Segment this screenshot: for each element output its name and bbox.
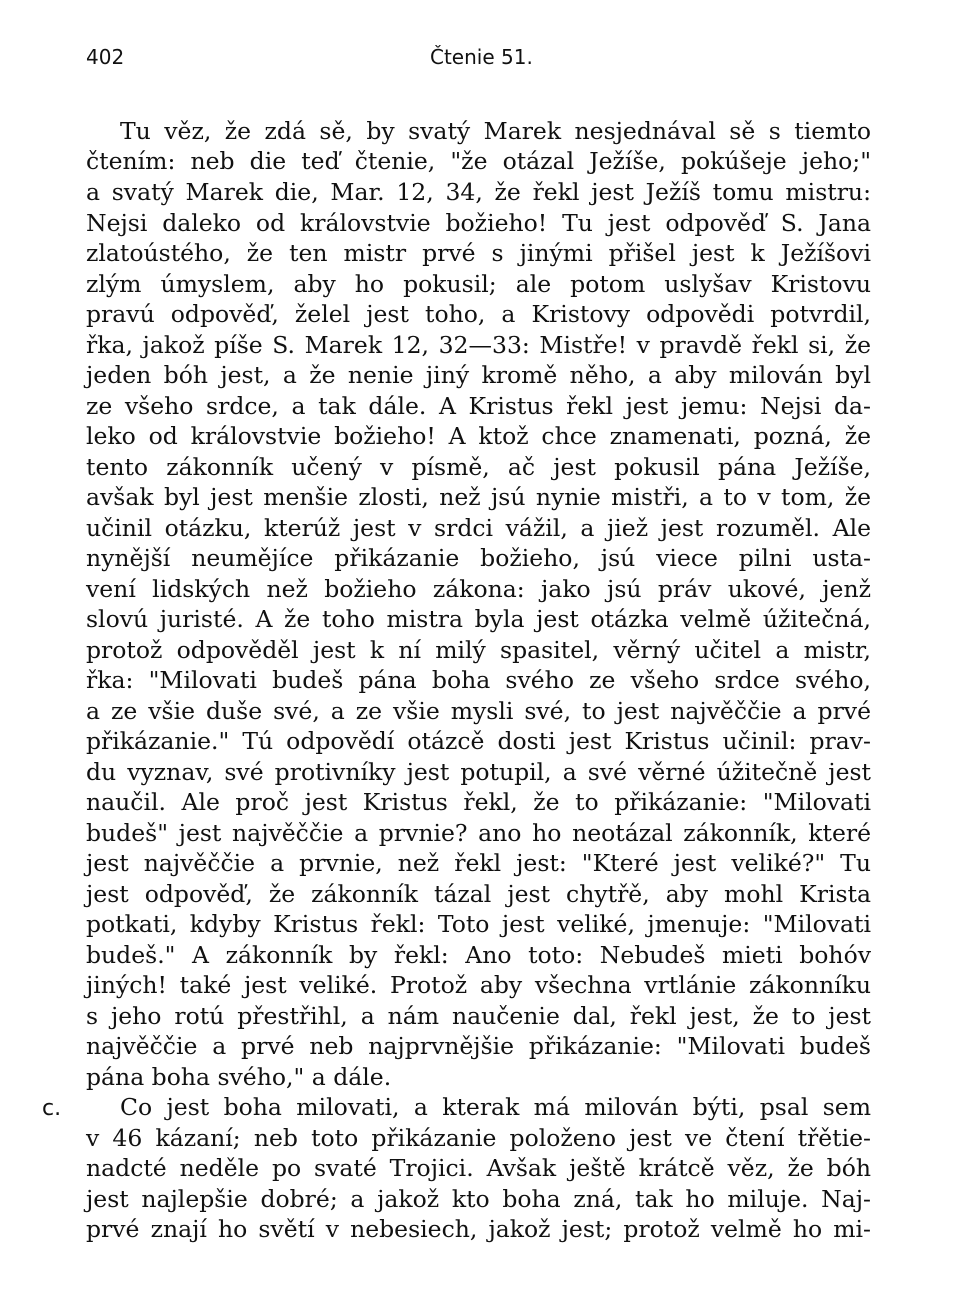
text-line: Co jest boha milovati, a kterak má milován býti, psal sem — [120, 1093, 871, 1121]
text-line: tento zákonník učený v písmě, ač jest pokusil pána Ježíše, — [86, 453, 871, 481]
text-line: nadcté neděle po svaté Trojici. Avšak ještě krátcě věz, že bóh — [86, 1154, 871, 1182]
margin-note: c. — [42, 1096, 62, 1121]
text-line: Nejsi daleko od královstvie božieho! Tu jest odpověď S. Jana — [86, 209, 871, 237]
text-line: zlým úmyslem, aby ho pokusil; ale potom uslyšav Kristovu — [86, 270, 871, 298]
text-line: jest odpověď, že zákonník tázal jest chytřě, aby mohl Krista — [86, 880, 871, 908]
text-line: jest najvěččie a prvnie, než řekl jest: "Které jest veliké?" Tu — [86, 849, 871, 877]
text-line: vení lidských než božieho zákona: jako jsú práv ukové, jenž — [86, 575, 871, 603]
text-line: slovú juristé. A že toho mistra byla jest otázka velmě úžitečná, — [86, 605, 871, 633]
text-line: řka, jakož píše S. Marek 12, 32—33: Mistře! v pravdě řekl si, že — [86, 331, 871, 359]
text-line: jest najlepšie dobré; a jakož kto boha zná, tak ho miluje. Naj- — [86, 1185, 871, 1213]
text-line: jeden bóh jest, a že nenie jiný kromě něho, a aby milován byl — [86, 361, 871, 389]
text-line: přikázanie." Tú odpovědí otázcě dosti jest Kristus učinil: prav- — [86, 727, 871, 755]
text-line: čtením: neb die teď čtenie, "že otázal Ježíše, pokúšeje jeho;" — [86, 147, 871, 175]
text-line: leko od královstvie božieho! A ktož chce znamenati, pozná, že — [86, 422, 871, 450]
text-line: jiných! také jest veliké. Protož aby všechna vrtlánie zákonníku — [86, 971, 871, 999]
text-line: pravú odpověď, želel jest toho, a Kristovy odpovědi potvrdil, — [86, 300, 871, 328]
text-line: řka: "Milovati budeš pána boha svého ze všeho srdce svého, — [86, 666, 871, 694]
text-line: naučil. Ale proč jest Kristus řekl, že to přikázanie: "Milovati — [86, 788, 871, 816]
text-line: nynější neumějíce přikázanie božieho, jsú viece pilni usta- — [86, 544, 871, 572]
text-line: Tu věz, že zdá sě, by svatý Marek nesjednával sě s tiemto — [120, 117, 871, 145]
text-line: potkati, kdyby Kristus řekl: Toto jest veliké, jmenuje: "Milovati — [86, 910, 871, 938]
text-line: s jeho rotú přestřihl, a nám naučenie dal, řekl jest, že to jest — [86, 1002, 871, 1030]
text-line: avšak byl jest menšie zlosti, než jsú nynie mistři, a to v tom, že — [86, 483, 871, 511]
text-line: a ze všie duše své, a ze všie mysli své, to jest najvěččie a prvé — [86, 697, 871, 725]
text-line: a svatý Marek die, Mar. 12, 34, že řekl jest Ježíš tomu mistru: — [86, 178, 871, 206]
text-line: du vyznav, své protivníky jest potupil, a své věrné úžitečně jest — [86, 758, 871, 786]
text-line: v 46 kázaní; neb toto přikázanie položeno jest ve čtení třětie- — [86, 1124, 871, 1152]
running-head: Čtenie 51. — [430, 45, 533, 69]
text-line: budeš." A zákonník by řekl: Ano toto: Nebudeš mieti bohóv — [86, 941, 871, 969]
text-line: ze všeho srdce, a tak dále. A Kristus řekl jest jemu: Nejsi da- — [86, 392, 871, 420]
page-number: 402 — [86, 45, 125, 69]
text-line: učinil otázku, kterúž jest v srdci vážil, a jiež jest rozuměl. Ale — [86, 514, 871, 542]
text-line: protož odpověděl jest k ní milý spasitel, věrný učitel a mistr, — [86, 636, 871, 664]
text-line: prvé znají ho světí v nebesiech, jakož jest; protož velmě ho mi- — [86, 1215, 871, 1243]
text-line: najvěččie a prvé neb najprvnějšie přikázanie: "Milovati budeš — [86, 1032, 871, 1060]
text-line: zlatoústého, že ten mistr prvé s jinými přišel jest k Ježíšovi — [86, 239, 871, 267]
text-line: budeš" jest najvěččie a prvnie? ano ho neotázal zákonník, které — [86, 819, 871, 847]
text-line: pána boha svého," a dále. — [86, 1063, 392, 1091]
